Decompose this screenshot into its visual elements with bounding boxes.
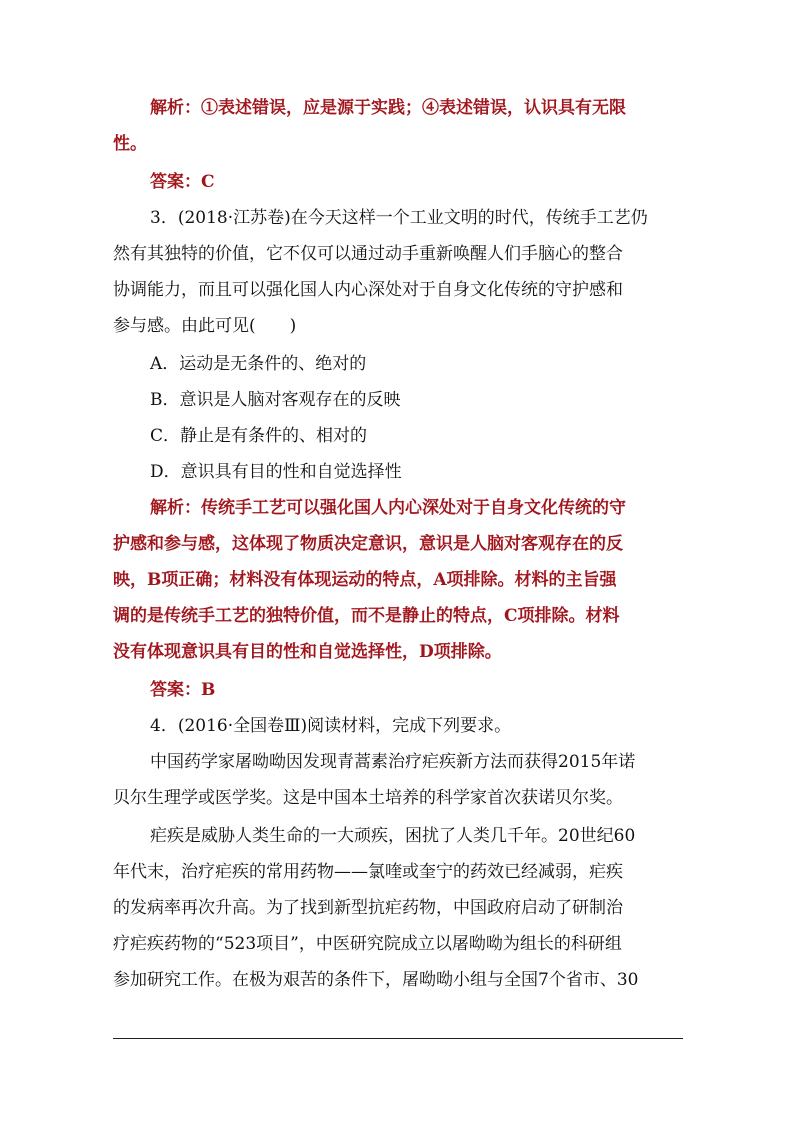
q2-analysis-line-1: [150, 90, 720, 126]
q3-analysis-line-1: [150, 490, 720, 526]
q3-option-d: D．意识具有目的性和自觉选择性: [150, 462, 402, 482]
q2-answer: [150, 164, 720, 200]
q4-material-p1-line-2: 贝尔生理学或医学奖。这是中国本土培养的科学家首次获诺贝尔奖。: [113, 788, 623, 808]
q3-analysis-line-3: 映，B项正确；材料没有体现运动的特点，A项排除。材料的主旨强: [113, 570, 617, 590]
q4-material-p2-line-2: 年代末，治疗疟疾的常用药物——氯喹或奎宁的药效已经减弱，疟疾: [113, 862, 623, 882]
q2-answer-label: 答案：: [150, 172, 201, 192]
q3-stem-line-3: 协调能力，而且可以强化国人内心深处对于自身文化传统的守护感和: [113, 280, 623, 300]
q3-stem-line-2: 然有其独特的价值，它不仅可以通过动手重新唤醒人们手脑心的整合: [113, 244, 623, 264]
q3-stem-line-4: 参与感。由此可见( ): [113, 316, 297, 336]
footer-divider: [113, 1038, 683, 1039]
q3-option-c: C．静止是有条件的、相对的: [150, 426, 368, 446]
q4-material-p2-line-4: 疗疟疾药物的“523项目”，中医研究院成立以屠呦呦为组长的科研组: [113, 934, 622, 954]
q2-analysis-line-2: 性。: [113, 134, 147, 154]
q3-analysis-line-4: 调的是传统手工艺的独特价值，而不是静止的特点，C项排除。材料: [113, 606, 620, 626]
q3-answer-value: B: [201, 680, 216, 700]
q3-option-b: B．意识是人脑对客观存在的反映: [150, 390, 401, 410]
q4-material-p2-line-5: 参加研究工作。在极为艰苦的条件下，屠呦呦小组与全国7个省市、30: [113, 970, 639, 990]
q3-stem-line-1: 3．(2018·江苏卷)在今天这样一个工业文明的时代，传统手工艺仍: [150, 208, 648, 228]
q3-analysis-line-2: 护感和参与感，这体现了物质决定意识，意识是人脑对客观存在的反: [113, 534, 623, 554]
q3-option-a: A．运动是无条件的、绝对的: [150, 354, 367, 374]
q4-material-p2-line-1: 疟疾是威胁人类生命的一大顽疾，困扰了人类几千年。20世纪60: [150, 826, 636, 846]
q3-analysis-line-5: 没有体现意识具有目的性和自觉选择性，D项排除。: [113, 642, 502, 662]
q2-answer-value: C: [201, 172, 215, 192]
q3-answer-label: 答案：: [150, 680, 201, 700]
q4-material-p1-line-1: 中国药学家屠呦呦因发现青蒿素治疗疟疾新方法而获得2015年诺: [150, 752, 636, 772]
q3-answer: [150, 672, 720, 708]
q4-stem: 4．(2016·全国卷Ⅲ)阅读材料，完成下列要求。: [150, 716, 512, 736]
q3-analysis-label: 解析：: [150, 498, 201, 518]
q2-analysis-label: 解析：: [150, 98, 201, 118]
q3-analysis-text-1: 传统手工艺可以强化国人内心深处对于自身文化传统的守: [201, 498, 626, 518]
q4-material-p2-line-3: 的发病率再次升高。为了找到新型抗疟药物，中国政府启动了研制治: [113, 898, 623, 918]
q2-analysis-text-1: ①表述错误，应是源于实践；④表述错误，认识具有无限: [201, 98, 626, 118]
